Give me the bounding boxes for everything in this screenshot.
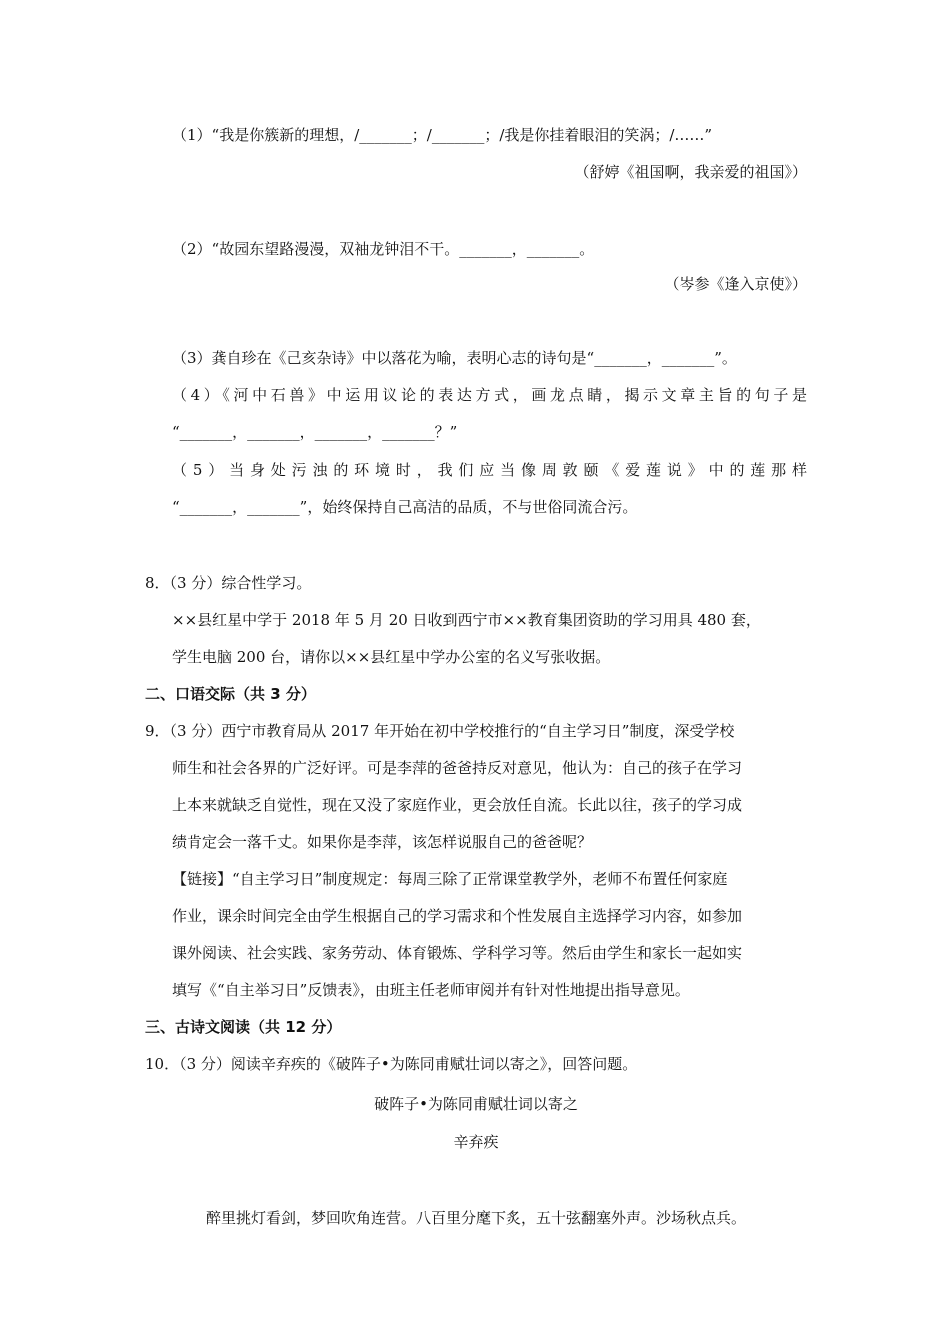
section3-title: 三、古诗文阅读（共 12 分） <box>145 1018 342 1036</box>
q7-item5-line2: “_______，_______”，始终保持自己高洁的品质，不与世俗同流合污。 <box>172 498 638 516</box>
q8-line2: 学生电脑 200 台，请你以××县红星中学办公室的名义写张收据。 <box>172 648 611 666</box>
q10-heading: 10．（3 分）阅读辛弃疾的《破阵子•为陈同甫赋壮词以寄之》，回答问题。 <box>145 1055 638 1073</box>
q9-line2: 师生和社会各界的广泛好评。可是李萍的爸爸持反对意见，他认为：自己的孩子在学习 <box>172 759 743 777</box>
q9-link-line2: 作业，课余时间完全由学生根据自己的学习需求和个性发展自主选择学习内容，如参加 <box>172 907 743 925</box>
q7-item4-line2: “_______，_______，_______，_______？” <box>172 423 458 441</box>
q7-item5-line1: （5）当身处污浊的环境时，我们应当像周敦颐《爱莲说》中的莲那样 <box>172 461 807 479</box>
q9-line3: 上本来就缺乏自觉性，现在又没了家庭作业，更会放任自流。长此以往，孩子的学习成 <box>172 796 743 814</box>
q7-item1-source: （舒婷《祖国啊，我亲爱的祖国》） <box>574 163 807 181</box>
q7-item1-text: （1）“我是你簇新的理想，/_______；/_______；/我是你挂着眼泪的笑涡；/……” <box>172 126 713 144</box>
q7-item2-source: （岑参《逢入京使》） <box>664 275 807 293</box>
q9-link-line4: 填写《“自主举习日”反馈表》，由班主任老师审阅并有针对性地提出指导意见。 <box>172 981 690 999</box>
q9-link-line3: 课外阅读、社会实践、家务劳动、体育锻炼、学科学习等。然后由学生和家长一起如实 <box>172 944 743 962</box>
q7-item2-text: （2）“故园东望路漫漫，双袖龙钟泪不干。_______，_______。 <box>172 240 595 258</box>
section2-title: 二、口语交际（共 3 分） <box>145 685 316 703</box>
q9-line4: 绩肯定会一落千丈。如果你是李萍，该怎样说服自己的爸爸呢？ <box>172 833 593 851</box>
q7-item3-text: （3）龚自珍在《己亥杂诗》中以落花为喻，表明心志的诗句是“_______，_______”。 <box>172 349 737 367</box>
q8-heading: 8．（3 分）综合性学习。 <box>145 574 312 592</box>
poem-author: 辛弃疾 <box>453 1133 499 1151</box>
q9-link-line1: 【链接】“自主学习日”制度规定：每周三除了正常课堂教学外，老师不布置任何家庭 <box>172 870 728 888</box>
q7-item4-line1: （4）《河中石兽》中运用议论的表达方式，画龙点睛，揭示文章主旨的句子是 <box>172 386 807 404</box>
q8-line1: ××县红星中学于 2018 年 5 月 20 日收到西宁市××教育集团资助的学习用具 480 套， <box>172 611 761 629</box>
poem-title: 破阵子•为陈同甫赋壮词以寄之 <box>374 1095 578 1113</box>
poem-line: 醉里挑灯看剑，梦回吹角连营。八百里分麾下炙，五十弦翻塞外声。沙场秋点兵。 <box>205 1209 746 1227</box>
q9-line1: 9．（3 分）西宁市教育局从 2017 年开始在初中学校推行的“自主学习日”制度，深受学校 <box>145 722 735 740</box>
